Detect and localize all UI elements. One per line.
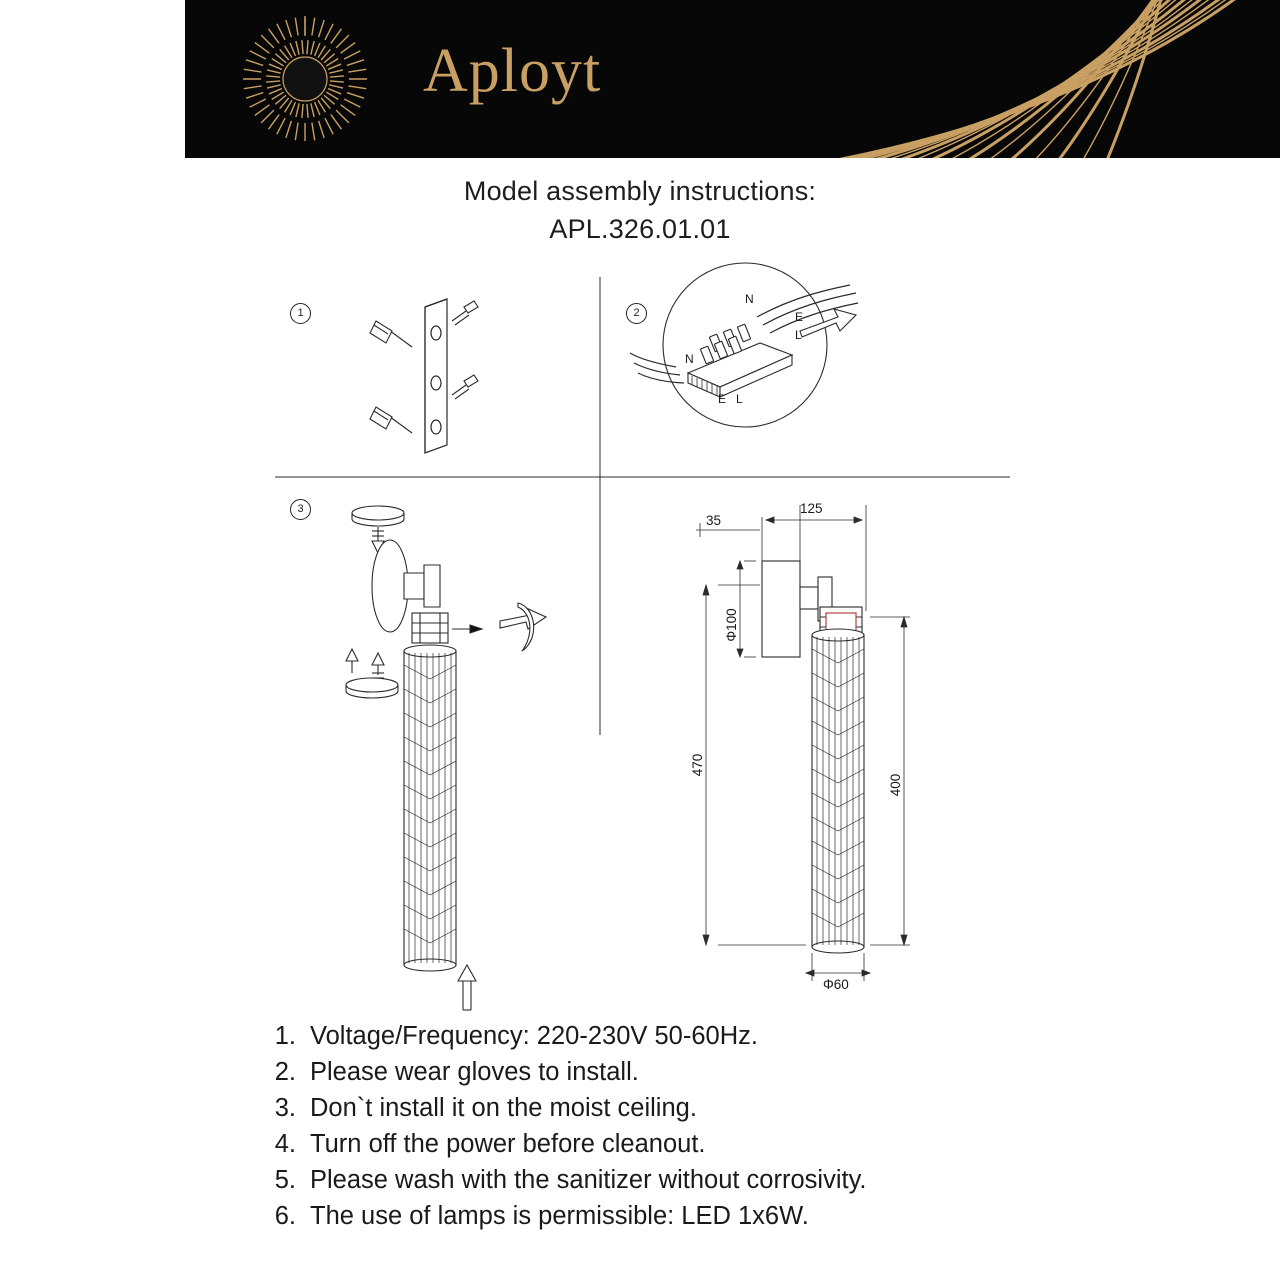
step1-illustration	[370, 299, 478, 453]
wire-label-L2: L	[736, 392, 743, 406]
note-number: 5.	[274, 1166, 296, 1194]
note-item	[250, 1162, 1230, 1198]
note-number: 6.	[274, 1202, 296, 1230]
safety-notes-list	[250, 1018, 1230, 1234]
note-number: 3.	[274, 1094, 296, 1122]
technical-drawing	[690, 501, 910, 992]
note-item	[250, 1054, 1230, 1090]
dim-35: 35	[706, 513, 722, 528]
model-code: APL.326.01.01	[549, 214, 731, 244]
sunburst-logo-icon	[240, 14, 370, 144]
note-text: Please wear gloves to install.	[310, 1058, 639, 1086]
title-text: Model assembly instructions:	[463, 176, 817, 206]
header-banner	[185, 0, 1280, 158]
dim-diameter-100: Φ100	[724, 608, 739, 642]
note-item	[250, 1090, 1230, 1126]
palm-rays-decoration	[790, 0, 1280, 158]
page-title	[0, 176, 1280, 245]
step-badge-3: 3	[290, 499, 311, 520]
diagram-canvas	[0, 255, 1280, 1035]
note-text: The use of lamps is permissible: LED 1x6W.	[310, 1202, 809, 1230]
assembly-diagram	[0, 255, 1280, 1035]
dim-diameter-60: Φ60	[823, 977, 849, 992]
brand-name: Aployt	[423, 37, 602, 105]
note-text: Don`t install it on the moist ceiling.	[310, 1094, 697, 1122]
wire-label-L: L	[795, 328, 802, 342]
note-text: Turn off the power before cleanout.	[310, 1130, 706, 1158]
note-text: Voltage/Frequency: 220-230V 50-60Hz.	[310, 1022, 758, 1050]
note-item	[250, 1198, 1230, 1234]
note-number: 2.	[274, 1058, 296, 1086]
note-item	[250, 1126, 1230, 1162]
wire-label-N: N	[745, 292, 754, 306]
dim-400: 400	[888, 773, 903, 797]
note-number: 1.	[274, 1022, 296, 1050]
wire-label-E: E	[795, 310, 804, 324]
step-badge-1: 1	[290, 303, 311, 324]
dim-125: 125	[800, 501, 823, 516]
step-badge-2: 2	[626, 303, 647, 324]
note-number: 4.	[274, 1130, 296, 1158]
wire-label-N2: N	[685, 352, 694, 366]
step3-illustration	[346, 506, 546, 1010]
note-item	[250, 1018, 1230, 1054]
wire-label-E2: E	[718, 392, 727, 406]
step2-illustration	[630, 263, 858, 427]
dim-470: 470	[690, 753, 705, 777]
note-text: Please wash with the sanitizer without corrosivity.	[310, 1166, 867, 1194]
